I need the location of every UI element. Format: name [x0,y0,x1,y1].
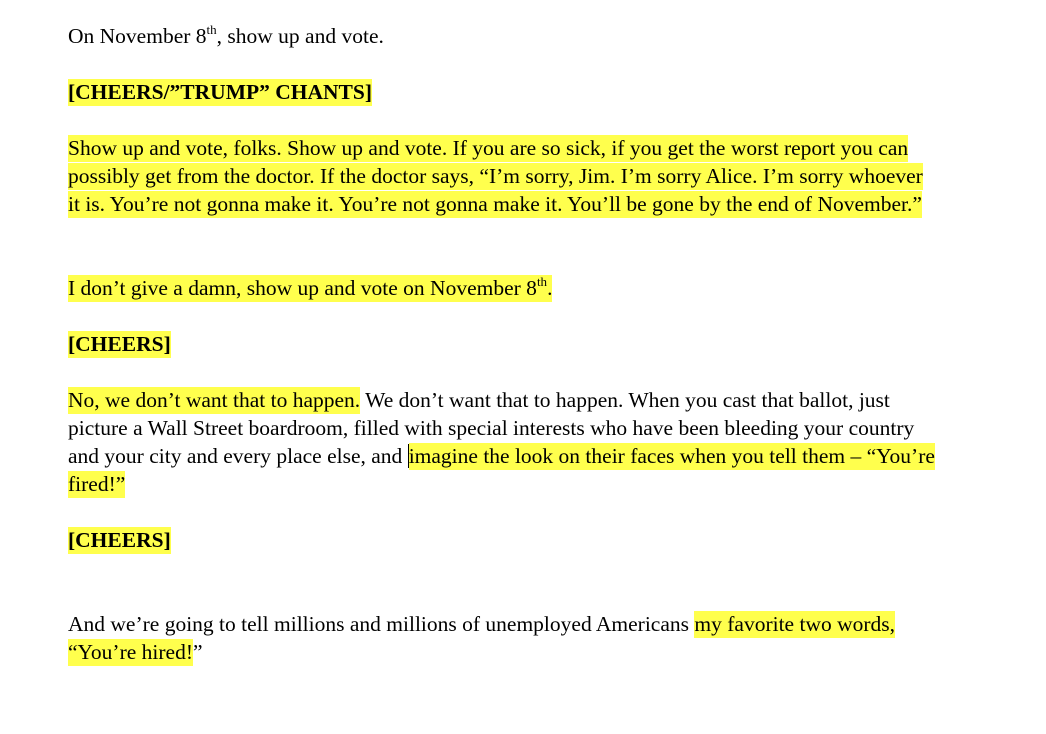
show-up-text: Show up and vote, folks. Show up and vote. If you are so sick, if you get the worst report you can possibly get from the doctor. If the doctor says, “I’m sorry, Jim. I’m sorry Alice. I’m sorry whoever it is. You’re not gonna make it. You’re not gonna make it. You’ll be gone by the end of November.” [68,136,923,216]
hired-highlight: my favorite two words, “You’re hired! [68,612,896,664]
stage-direction-cheers-2 [68,526,171,554]
intro-paragraph [68,22,384,50]
show-up-paragraph [68,134,938,218]
intro-text-end: , show up and vote. [216,24,384,48]
stage-direction-cheers-trump [68,78,372,106]
damn-text-end: . [547,276,553,300]
intro-superscript: th [206,21,217,37]
ballot-paragraph [68,386,938,498]
ballot-highlight-2: imagine the look on their faces when you tell them – “You’re fired!” [68,444,935,496]
cheers-1-text: [CHEERS] [68,332,171,356]
damn-superscript: th [536,273,548,289]
stage-direction-cheers-1 [68,330,171,358]
cheers-2-text: [CHEERS] [68,528,171,552]
damn-highlight [68,275,552,302]
ballot-plain-text: We don’t want that to happen. When you cast that ballot, just picture a Wall Street boardroom, filled with special interests who have been bleeding your country and your city and every place else, and [68,388,915,468]
hired-tail: ” [193,640,203,664]
hired-plain-text: And we’re going to tell millions and millions of unemployed Americans [68,612,695,636]
damn-text: I don’t give a damn, show up and vote on November 8 [68,276,537,300]
intro-text: On November 8 [68,24,207,48]
ballot-highlight-1: No, we don’t want that to happen. [68,388,361,412]
hired-paragraph [68,610,928,666]
cheers-trump-text: [CHEERS/”TRUMP” CHANTS] [68,80,373,104]
damn-paragraph [68,274,552,302]
